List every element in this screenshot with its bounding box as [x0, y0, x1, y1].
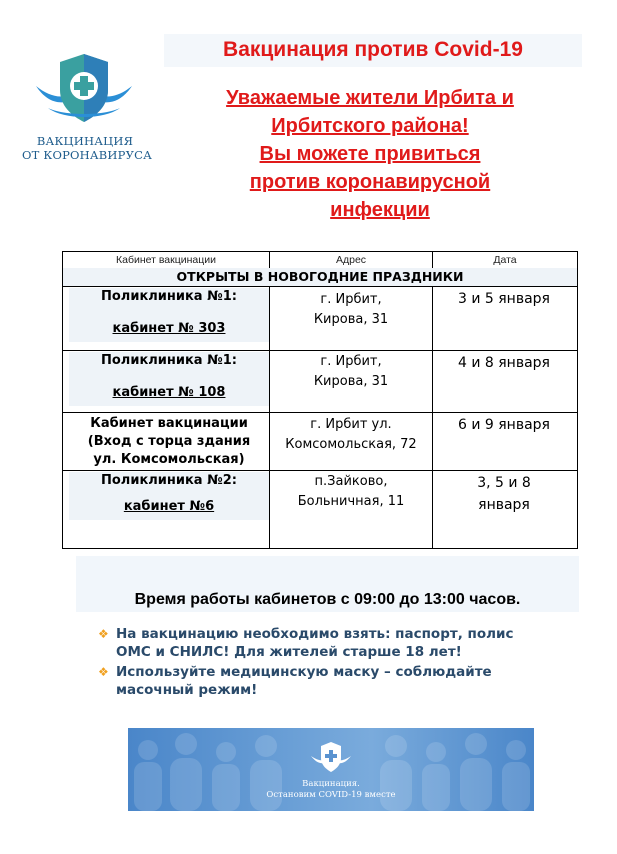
- row-divider: [63, 470, 577, 471]
- vaccination-banner: [128, 728, 534, 811]
- place-room: кабинет № 108: [112, 385, 226, 400]
- place-entrance: (Вход с торца здания: [87, 434, 251, 449]
- diamond-bullet-icon: ❖: [98, 665, 109, 679]
- address-line: Комсомольская, 72: [285, 437, 417, 452]
- address-line: п.Зайково,: [314, 474, 388, 489]
- place-name: Поликлиника №2:: [101, 473, 237, 488]
- vaccination-table: [62, 251, 578, 549]
- shield-cross-icon: [34, 50, 134, 132]
- address-line: Больничная, 11: [297, 494, 405, 509]
- address-line: Кирова, 31: [313, 312, 389, 327]
- header-date: Дата: [493, 254, 517, 266]
- note-line: ОМС и СНИЛС! Для жителей старше 18 лет!: [116, 644, 462, 660]
- place-room: кабинет № 303: [112, 321, 226, 336]
- working-hours: Время работы кабинетов с 09:00 до 13:00 часов.: [134, 591, 521, 608]
- place-name: Поликлиника №1:: [101, 353, 237, 368]
- holiday-banner-row: ОТКРЫТЫ В НОВОГОДНИЕ ПРАЗДНИКИ: [63, 268, 577, 286]
- col-divider: [432, 252, 433, 268]
- row-divider: [63, 286, 577, 287]
- subtitle-line: против коронавирусной: [249, 171, 491, 193]
- header-cabinet: Кабинет вакцинации: [115, 254, 216, 266]
- table-row-4-date: [433, 472, 575, 516]
- address-line: г. Ирбит,: [320, 292, 382, 307]
- address-line: г. Ирбит,: [320, 354, 382, 369]
- subtitle-line: Вы можете привиться: [259, 143, 481, 165]
- table-row-4-address: [271, 472, 431, 512]
- table-row-3-date: [433, 414, 575, 436]
- subtitle-line: инфекции: [330, 199, 430, 221]
- banner-line-2: Остановим COVID-19 вместе: [266, 790, 396, 800]
- subtitle-line: Ирбитского района!: [271, 115, 469, 137]
- table-row-3-address: [271, 415, 431, 455]
- logo-line-1: ВАКЦИНАЦИЯ: [36, 134, 134, 148]
- place-street: ул. Комсомольская): [93, 452, 245, 467]
- table-row-1-place: [69, 288, 269, 342]
- list-item: [98, 663, 568, 699]
- list-item: [98, 625, 568, 661]
- note-line: На вакцинацию необходимо взять: паспорт, полис: [116, 626, 514, 642]
- date-line: 4 и 8 января: [458, 355, 550, 371]
- notes-list: [98, 625, 568, 701]
- table-row-1-address: [271, 290, 431, 330]
- table-row-2-date: [433, 352, 575, 374]
- date-line: 3, 5 и 8: [477, 475, 531, 491]
- logo: [22, 50, 153, 162]
- date-line: 3 и 5 января: [458, 291, 550, 307]
- table-row-1-date: [433, 288, 575, 310]
- table-row-4-place: [69, 472, 269, 520]
- subtitle-line: Уважаемые жители Ирбита и: [226, 87, 514, 109]
- subtitle: [170, 84, 570, 224]
- place-room: кабинет №6: [123, 499, 215, 514]
- logo-text: [22, 134, 153, 162]
- row-divider: [63, 412, 577, 413]
- table-row-2-address: [271, 352, 431, 392]
- address-line: г. Ирбит ул.: [310, 417, 392, 432]
- date-line: 6 и 9 января: [458, 417, 550, 433]
- logo-line-2: ОТ КОРОНАВИРУСА: [22, 148, 153, 162]
- col-divider: [269, 252, 270, 268]
- col-divider: [269, 286, 270, 548]
- header-address: Адрес: [335, 254, 367, 266]
- address-line: Кирова, 31: [313, 374, 389, 389]
- note-line: Используйте медицинскую маску – соблюдайте: [116, 664, 492, 680]
- table-row-2-place: [69, 352, 269, 406]
- banner-text: [128, 779, 534, 801]
- table-row-3-place: [69, 415, 269, 469]
- page-title: Вакцинация против Covid-19: [223, 38, 523, 61]
- banner-line-1: Вакцинация.: [302, 779, 360, 789]
- place-name: Поликлиника №1:: [101, 289, 237, 304]
- diamond-bullet-icon: ❖: [98, 627, 109, 641]
- row-divider: [63, 350, 577, 351]
- place-name: Кабинет вакцинации: [90, 416, 248, 431]
- shield-cross-icon: [311, 740, 351, 776]
- note-line: масочный режим!: [116, 682, 258, 698]
- date-line: января: [478, 497, 530, 513]
